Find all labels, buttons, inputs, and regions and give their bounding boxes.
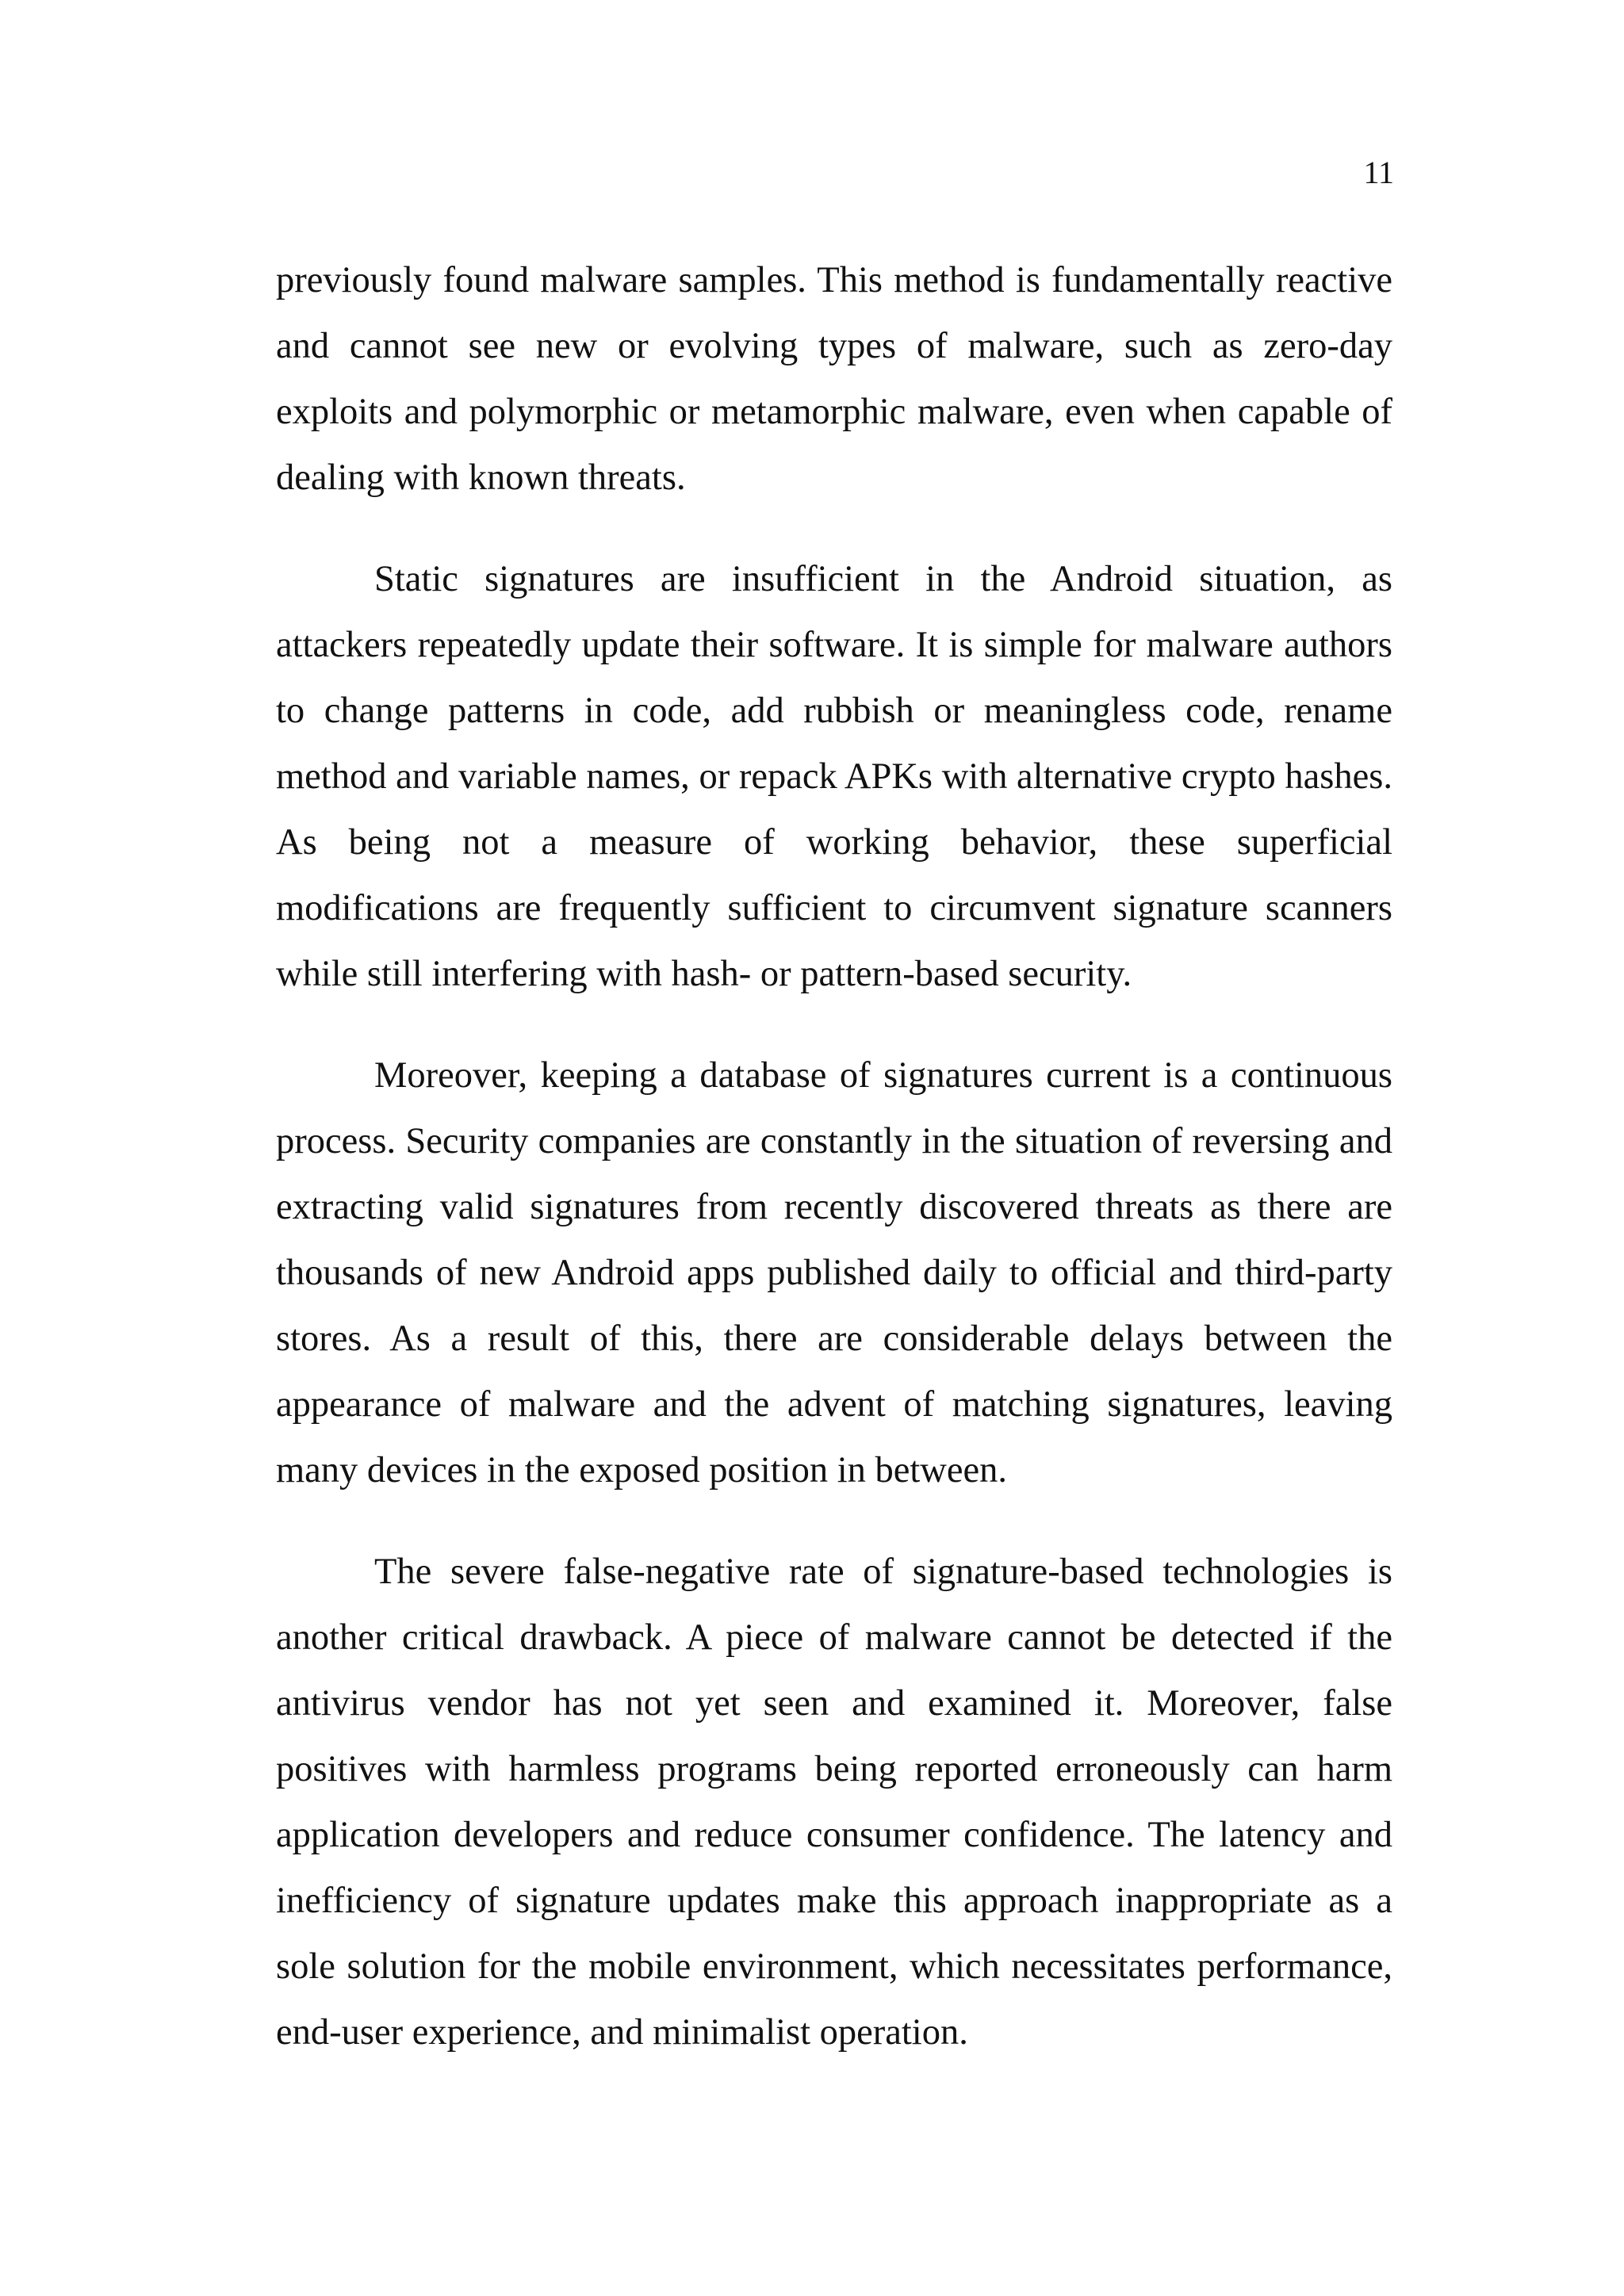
paragraph-static-signatures: Static signatures are insufficient in the Android situation, as attackers repeatedly update their software. It is simple for malware authors to change patterns in code, add rubbish or meaningless code, rename method and variable names, or repack APKs with alternative crypto hashes. As being not a measure of working behavior, these superficial modifications are frequently sufficient to circumvent signature scanners while still interfering with hash- or pattern-based security. xyxy=(276,559,1392,994)
paragraph-false-negative: The severe false-negative rate of signature-based technologies is another critical drawback. A piece of malware cannot be detected if the antivirus vendor has not yet seen and examined it. Moreover, false positives with harmless programs being reported erroneously can harm application developers and reduce consumer confidence. The latency and inefficiency of signature updates make this approach inappropriate as a sole solution for the mobile environment, which necessitates performance, end-user experience, and minimalist operation. xyxy=(276,1552,1392,2053)
document-body xyxy=(276,247,1392,2065)
page-number: 11 xyxy=(1363,155,1394,190)
paragraph-continued: previously found malware samples. This method is fundamentally reactive and cannot see new or evolving types of malware, such as zero-day exploits and polymorphic or metamorphic malware, even when capable of dealing with known threats. xyxy=(276,260,1392,498)
paragraph-signature-database: Moreover, keeping a database of signatures current is a continuous process. Security companies are constantly in the situation of reversing and extracting valid signatures from recently discovered threats as there are thousands of new Android apps published daily to official and third-party stores. As a result of this, there are considerable delays between the appearance of malware and the advent of matching signatures, leaving many devices in the exposed position in between. xyxy=(276,1055,1392,1490)
